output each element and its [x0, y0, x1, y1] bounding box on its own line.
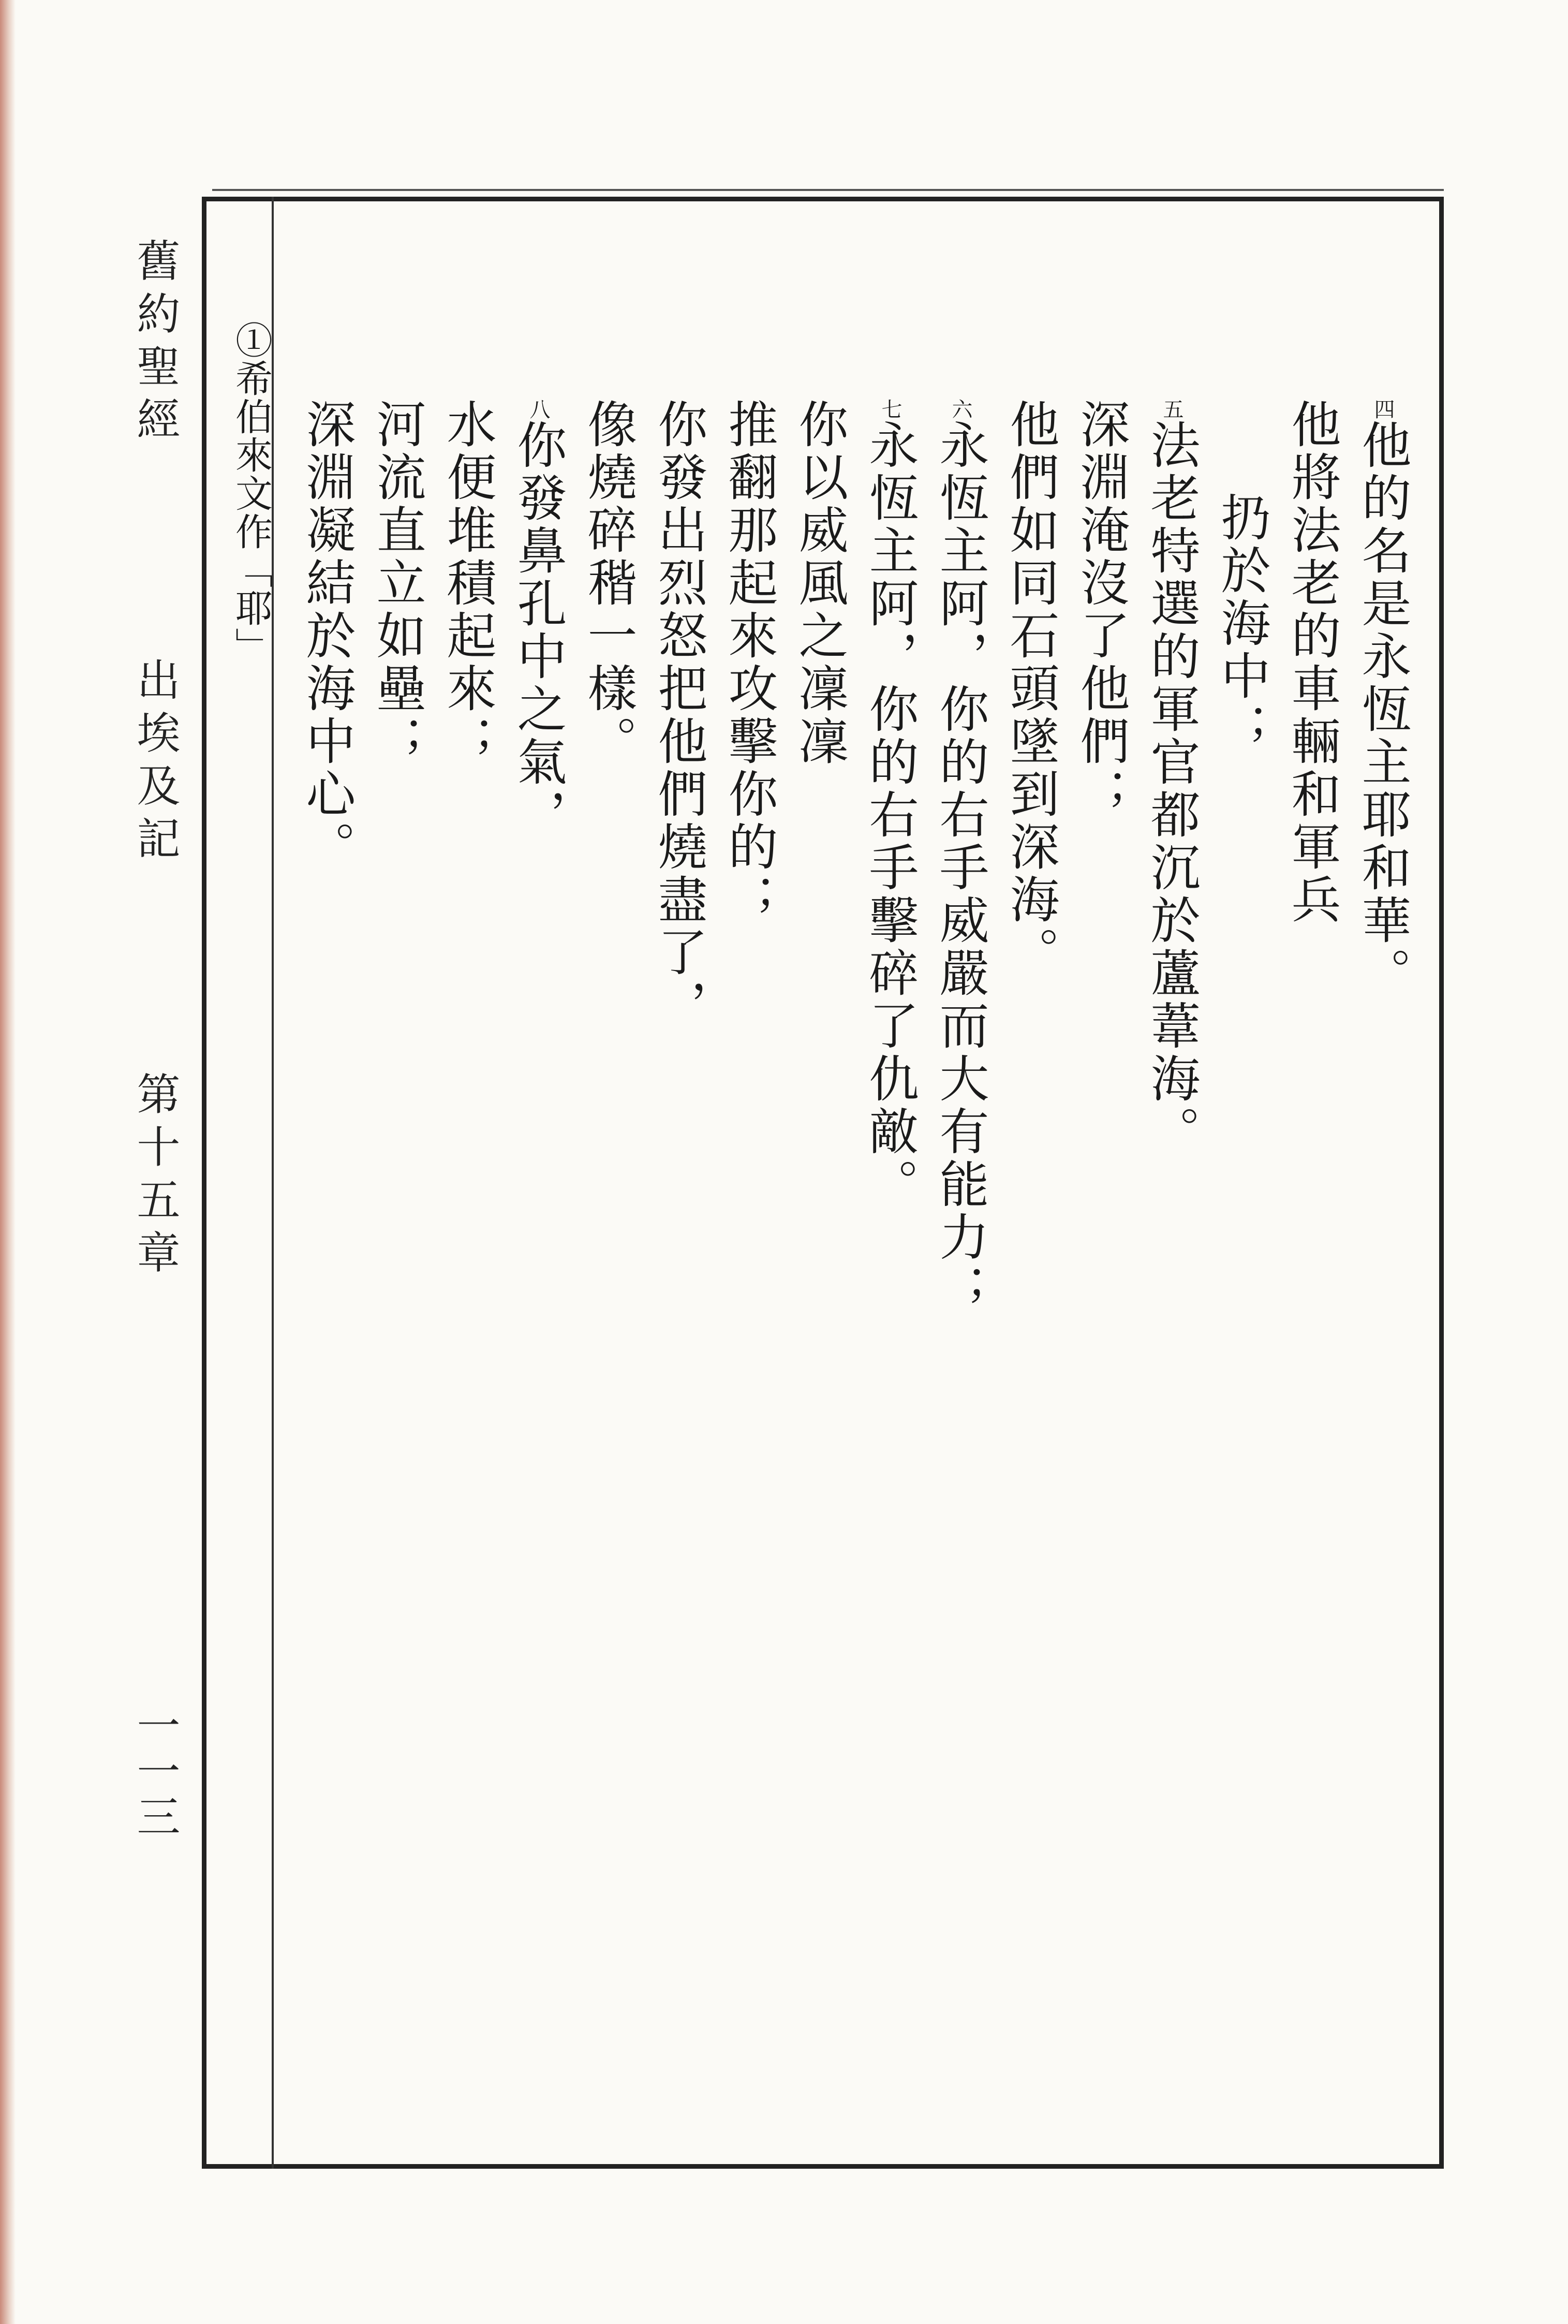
verse-text: 像燒碎稭一樣。 — [580, 399, 638, 768]
verse-text: 河流直立如壘； — [368, 399, 426, 768]
verse-number: 四 — [1371, 399, 1395, 419]
verse-line — [925, 399, 996, 2055]
verse-number: 七 — [878, 399, 902, 419]
running-header-book: 舊約聖經 — [130, 238, 181, 449]
verse-line — [433, 399, 503, 2055]
frame-top-rule — [212, 189, 1444, 191]
verse-line — [503, 399, 573, 2055]
verse-text: 你發鼻孔中之氣， — [509, 419, 567, 842]
verse-number: 八 — [526, 399, 550, 419]
verse-text: 法老特選的軍官都沉於蘆葦海。 — [1143, 419, 1201, 1158]
verse-text: 他們如同石頭墜到深海。 — [1002, 399, 1060, 979]
verse-line — [996, 399, 1066, 2055]
verse-text: 永恆主阿，你的右手擊碎了仇敵。 — [861, 419, 919, 1211]
footnote: ①希伯來文作「耶」 — [229, 321, 273, 666]
verse-line — [644, 399, 714, 2055]
verse-text: 推翻那起來攻擊你的； — [720, 399, 778, 926]
running-header-title: 出埃及記 — [130, 657, 181, 869]
verse-line — [1207, 399, 1277, 2055]
verse-line — [1136, 399, 1207, 2055]
verse-line — [1277, 399, 1348, 2055]
verse-line — [295, 399, 362, 2055]
verse-line — [855, 399, 925, 2055]
verse-line — [785, 399, 855, 2055]
verse-line — [714, 399, 785, 2055]
verse-text: 深淵淹沒了他們； — [1072, 399, 1130, 821]
verse-number: 六 — [949, 399, 972, 419]
verse-number: 五 — [1160, 399, 1184, 419]
verse-body — [295, 399, 1418, 2055]
verse-line — [1066, 399, 1136, 2055]
page-number: 一一三 — [130, 1703, 181, 1840]
page-edge — [0, 0, 16, 2324]
verse-text: 永恆主阿，你的右手威嚴而大有能力； — [931, 419, 989, 1317]
verse-text: 他將法老的車輛和軍兵 — [1283, 399, 1341, 926]
running-header-chapter: 第十五章 — [130, 1071, 181, 1283]
verse-text: 扔於海中； — [1213, 492, 1271, 756]
verse-line — [1348, 399, 1418, 2055]
verse-text: 他的名是永恆主耶和華。 — [1354, 419, 1412, 1000]
verse-text: 你發出烈怒把他們燒盡了， — [650, 399, 708, 1032]
verse-text: 水便堆積起來； — [439, 399, 497, 768]
verse-line — [573, 399, 644, 2055]
verse-text: 深淵凝結於海中心。 — [298, 399, 356, 874]
verse-line — [362, 399, 433, 2055]
verse-text: 你以威風之凜凜 — [791, 399, 849, 768]
